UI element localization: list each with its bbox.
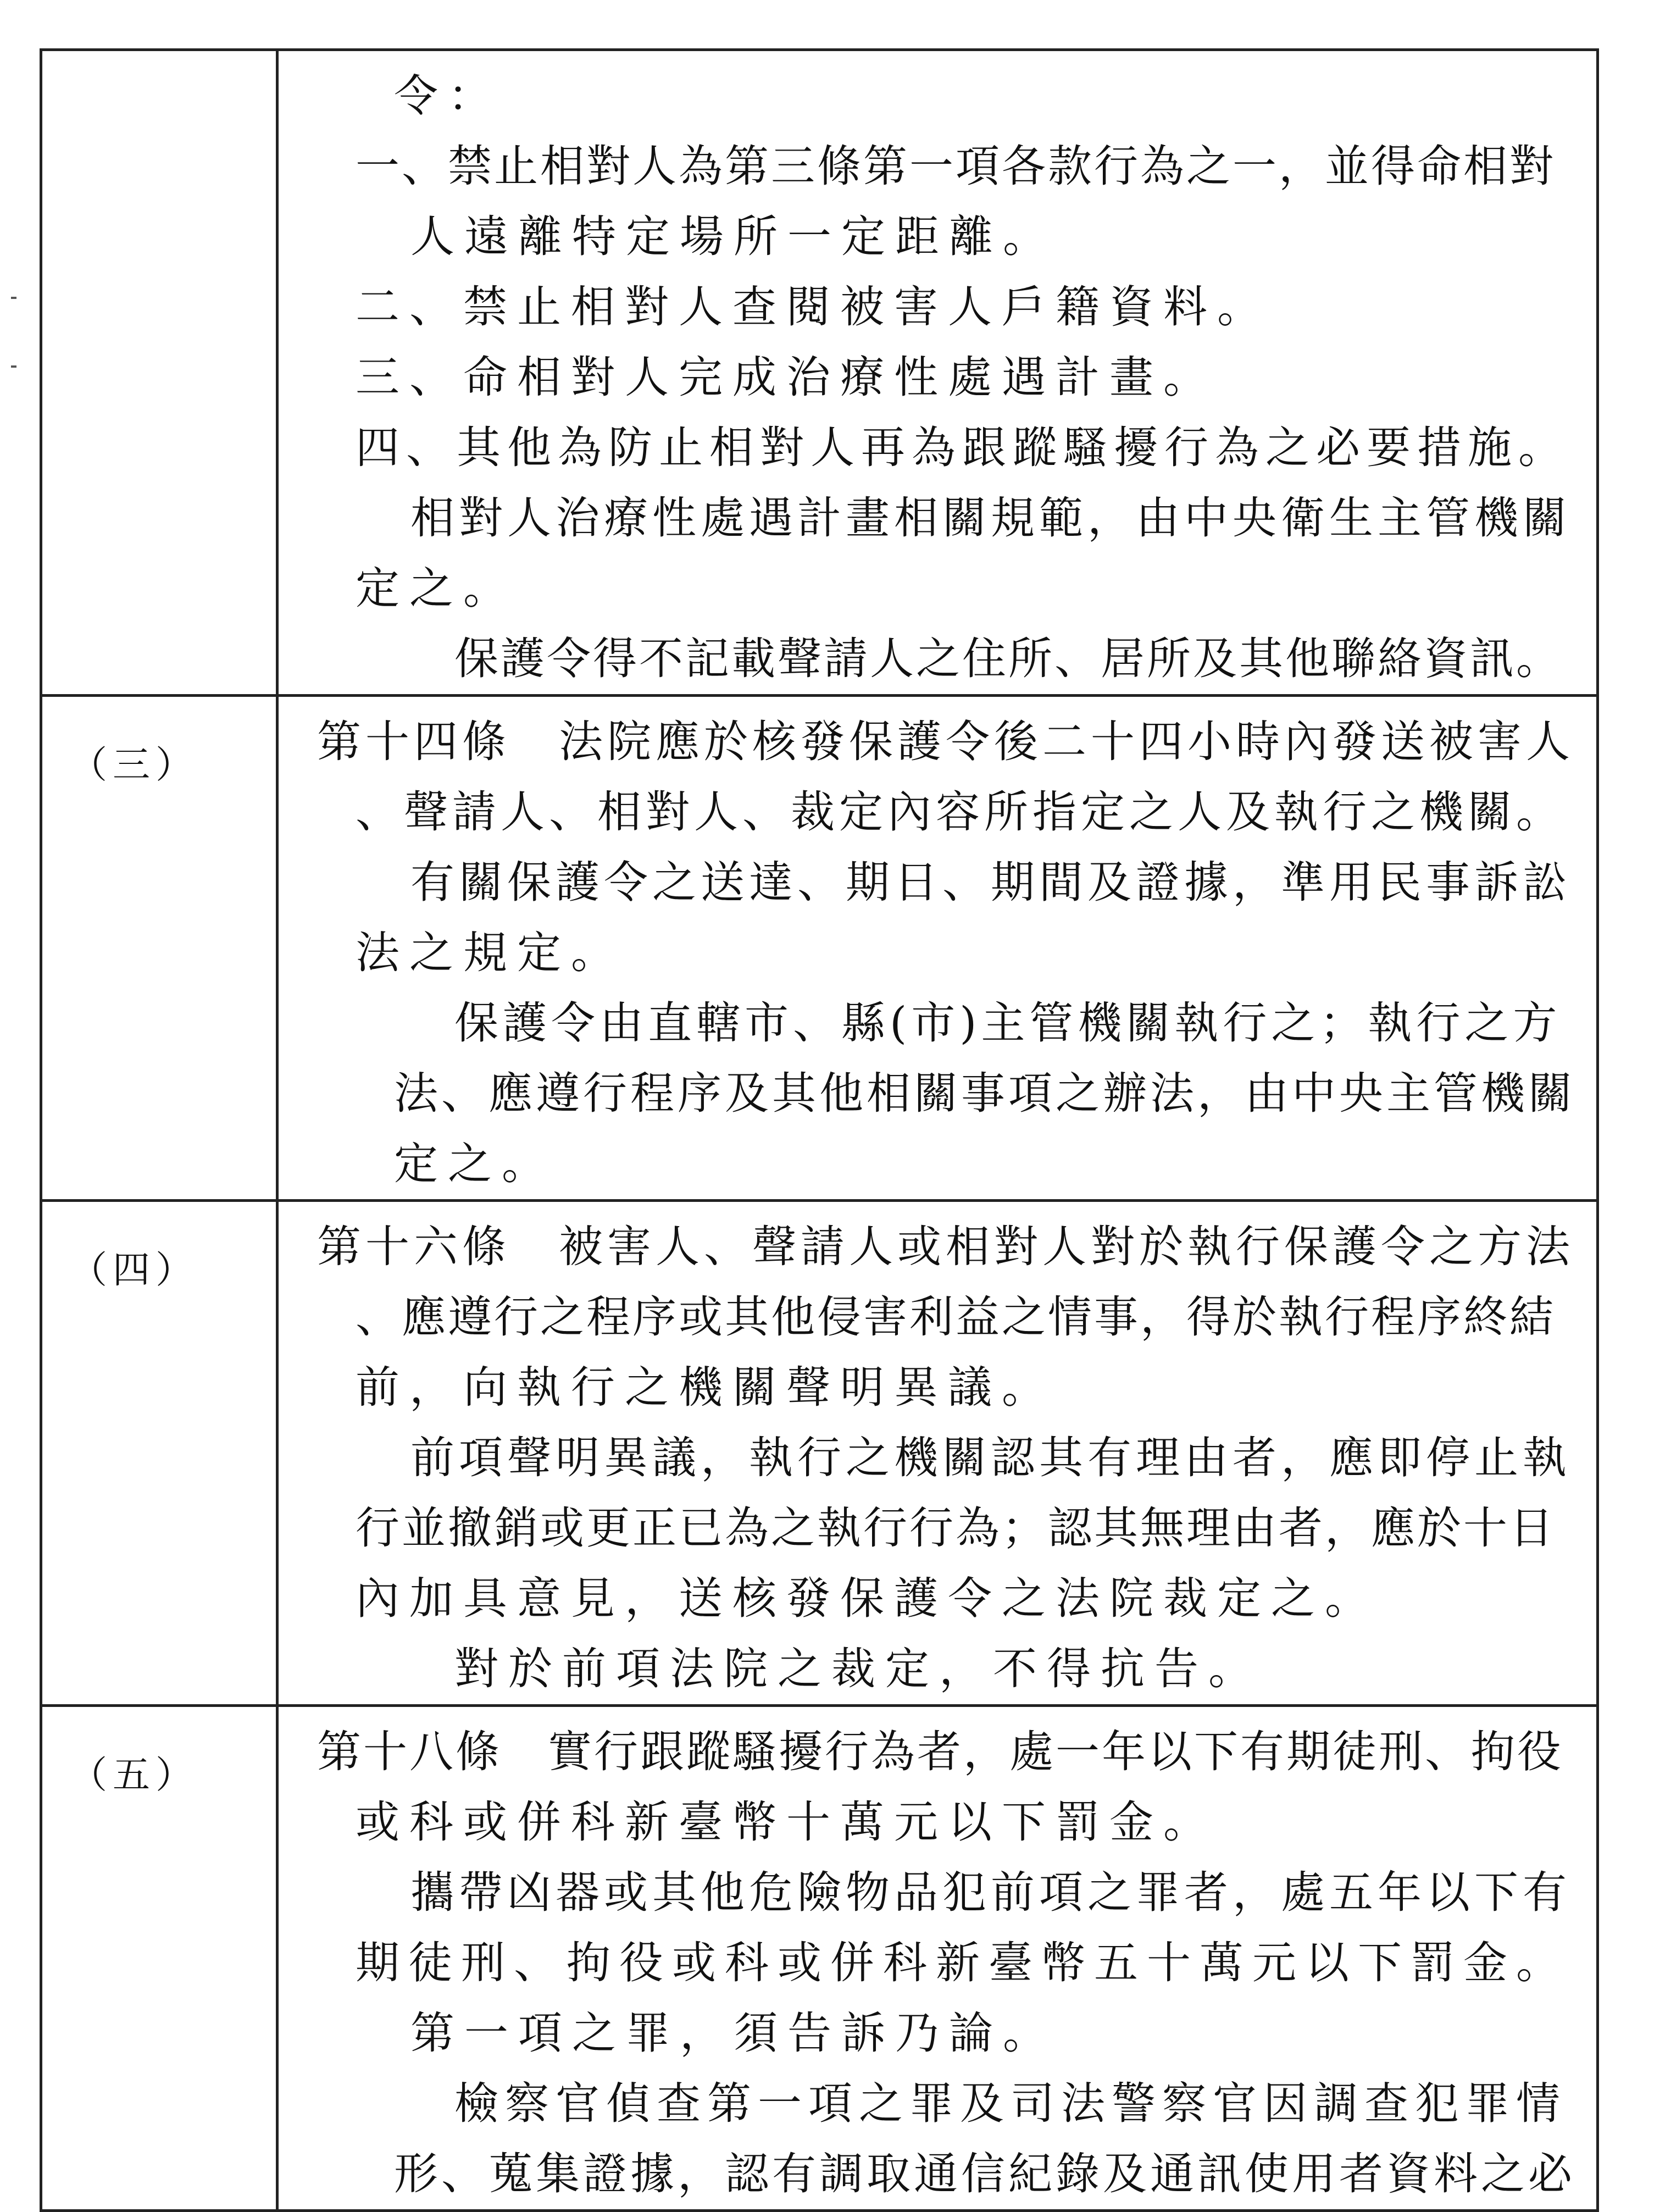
table-row (41, 1201, 1598, 1706)
row-label: （五） (41, 1706, 277, 2211)
table-row (41, 696, 1598, 1201)
document-page (40, 48, 1599, 2199)
row-label: （四） (41, 1201, 277, 1706)
text-line: 第一項之罪，須告訴乃論。 (410, 2008, 1057, 2059)
text-line: 保護令得不記載聲請人之住所、居所及其他聯絡資訊。 (454, 633, 1562, 684)
text-line: 三、命相對人完成治療性處遇計畫。 (356, 352, 1217, 403)
text-line: 或科或併科新臺幣十萬元以下罰金。 (356, 1797, 1217, 1848)
text-line: 檢察官偵查第一項之罪及司法警察官因調查犯罪情 (454, 2078, 1567, 2129)
text-line: 令： (394, 70, 502, 121)
text-line: 行並撤銷或更正已為之執行行為；認其無理由者，應於十日 (356, 1503, 1556, 1554)
text-line: 法、應遵行程序及其他相關事項之辦法，由中央主管機關 (394, 1068, 1575, 1119)
text-line: 法之規定。 (356, 927, 625, 978)
text-line: 保護令由直轄市、縣(市)主管機關執行之；執行之方 (454, 997, 1562, 1049)
row-label (41, 50, 277, 696)
article-text (277, 50, 1598, 696)
text-line: 攜帶凶器或其他危險物品犯前項之罪者，處五年以下有 (410, 1867, 1571, 1918)
text-line: 相對人治療性處遇計畫相關規範，由中央衛生主管機關 (410, 492, 1571, 544)
text-line: 前項聲明異議，執行之機關認其有理由者，應即停止執 (410, 1432, 1571, 1483)
text-line: 內加具意見，送核發保護令之法院裁定之。 (356, 1573, 1379, 1624)
text-line: 第十四條 法院應於核發保護令後二十四小時內發送被害人 (317, 716, 1574, 767)
text-line: 定之。 (356, 563, 517, 614)
law-comparison-table (40, 48, 1599, 2212)
table-row (41, 1706, 1598, 2211)
text-line: 前，向執行之機關聲明異議。 (356, 1362, 1056, 1413)
text-line: 定之。 (394, 1138, 556, 1189)
text-line: 第十八條 實行跟蹤騷擾行為者，處一年以下有期徒刑、拘役 (317, 1726, 1563, 1777)
row-label: （三） (41, 696, 277, 1201)
article-text (277, 1706, 1598, 2211)
article-text (277, 696, 1598, 1201)
text-line: 二、禁止相對人查閱被害人戶籍資料。 (356, 281, 1271, 332)
text-line: 四、其他為防止相對人再為跟蹤騷擾行為之必要措施。 (356, 422, 1569, 473)
article-text (277, 1201, 1598, 1706)
text-line: 人遠離特定場所一定距離。 (410, 211, 1057, 262)
text-line: 形、蒐集證據，認有調取通信紀錄及通訊使用者資料之必 (394, 2148, 1575, 2199)
text-line: 對於前項法院之裁定，不得抗告。 (454, 1643, 1262, 1694)
text-line: 一、禁止相對人為第三條第一項各款行為之一，並得命相對 (356, 141, 1556, 192)
scan-mark (11, 297, 16, 299)
text-line: 、聲請人、相對人、裁定內容所指定之人及執行之機關。 (356, 786, 1564, 838)
text-line: 第十六條 被害人、聲請人或相對人對於執行保護令之方法 (317, 1221, 1574, 1272)
text-line: 、應遵行之程序或其他侵害利益之情事，得於執行程序終結 (356, 1291, 1556, 1343)
text-line: 期徒刑、拘役或科或併科新臺幣五十萬元以下罰金。 (356, 1937, 1569, 1988)
scan-mark (11, 365, 16, 368)
text-line: 有關保護令之送達、期日、期間及證據，準用民事訴訟 (410, 857, 1571, 908)
table-row (41, 50, 1598, 696)
